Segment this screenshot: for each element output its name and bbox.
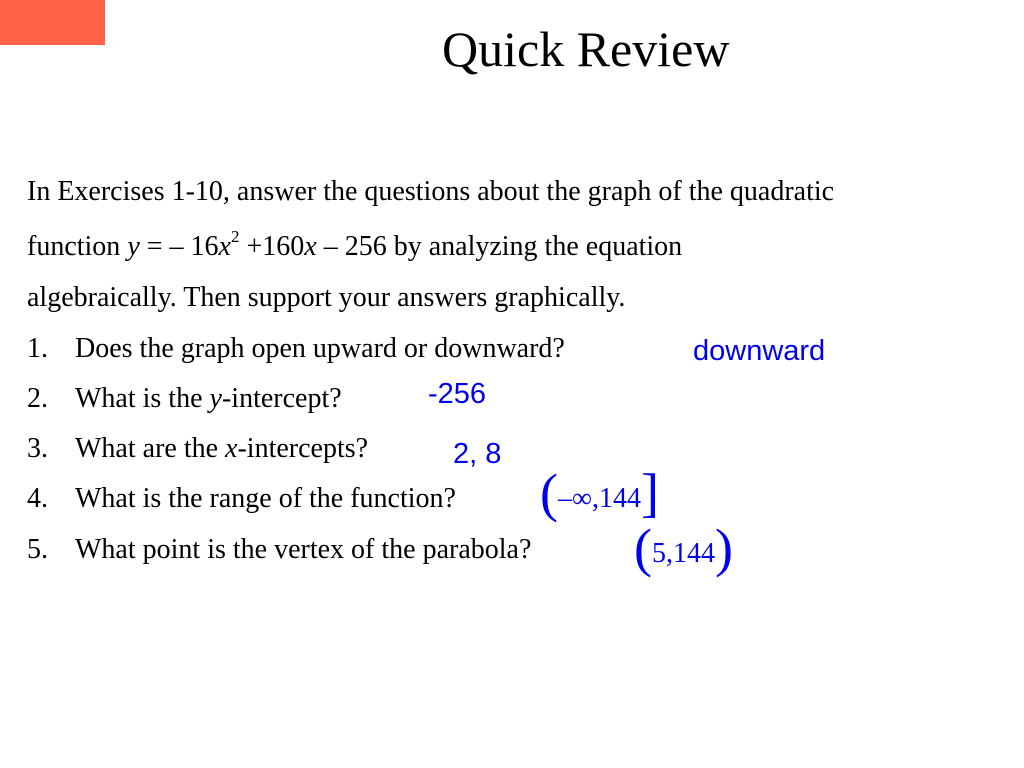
question-variable: x	[225, 433, 238, 464]
question-3	[27, 435, 368, 463]
intro-line-2	[27, 227, 683, 262]
equation-x: x	[304, 231, 317, 262]
question-text: What is the range of the function?	[75, 483, 456, 514]
equation-part: – 256	[316, 231, 387, 262]
point-body: 5,144	[651, 538, 715, 569]
question-number: 5.	[27, 534, 48, 565]
equation-part: +160	[239, 231, 305, 262]
question-text: Does the graph open upward or downward?	[75, 333, 565, 364]
question-number: 1.	[27, 333, 48, 364]
question-text: What point is the vertex of the parabola?	[75, 534, 532, 565]
question-number: 4.	[27, 483, 48, 514]
intro-line-1: In Exercises 1-10, answer the questions about the graph of the quadratic	[27, 176, 835, 207]
answer-2: -256	[428, 378, 487, 410]
point-close-paren: )	[714, 518, 733, 578]
question-text: What is the	[75, 383, 210, 414]
equation-exponent: 2	[230, 227, 240, 246]
question-4	[27, 485, 456, 513]
equation-y: y	[127, 231, 140, 262]
equation-part: = – 16	[139, 231, 219, 262]
answer-4	[540, 463, 659, 523]
question-5	[27, 536, 531, 564]
question-1	[27, 335, 565, 363]
point-open-paren: (	[634, 518, 652, 578]
slide-title: Quick Review	[442, 21, 730, 77]
question-2	[27, 385, 342, 413]
interval-close-bracket: ]	[640, 463, 659, 523]
intro-text: by analyzing the equation	[386, 231, 683, 262]
answer-3: 2, 8	[453, 438, 502, 470]
question-number: 2.	[27, 383, 48, 414]
question-text: -intercept?	[221, 383, 342, 414]
intro-text: function	[27, 231, 128, 262]
interval-open-paren: (	[540, 463, 558, 523]
question-variable: y	[209, 383, 222, 414]
question-number: 3.	[27, 433, 48, 464]
question-text: -intercepts?	[237, 433, 369, 464]
question-text: What are the	[75, 433, 226, 464]
equation-x: x	[218, 231, 231, 262]
interval-body: –∞,144	[557, 483, 641, 514]
intro-line-3: algebraically. Then support your answers graphically.	[27, 282, 626, 313]
accent-block	[0, 0, 105, 45]
answer-1: downward	[693, 335, 826, 367]
answer-5	[634, 518, 733, 578]
